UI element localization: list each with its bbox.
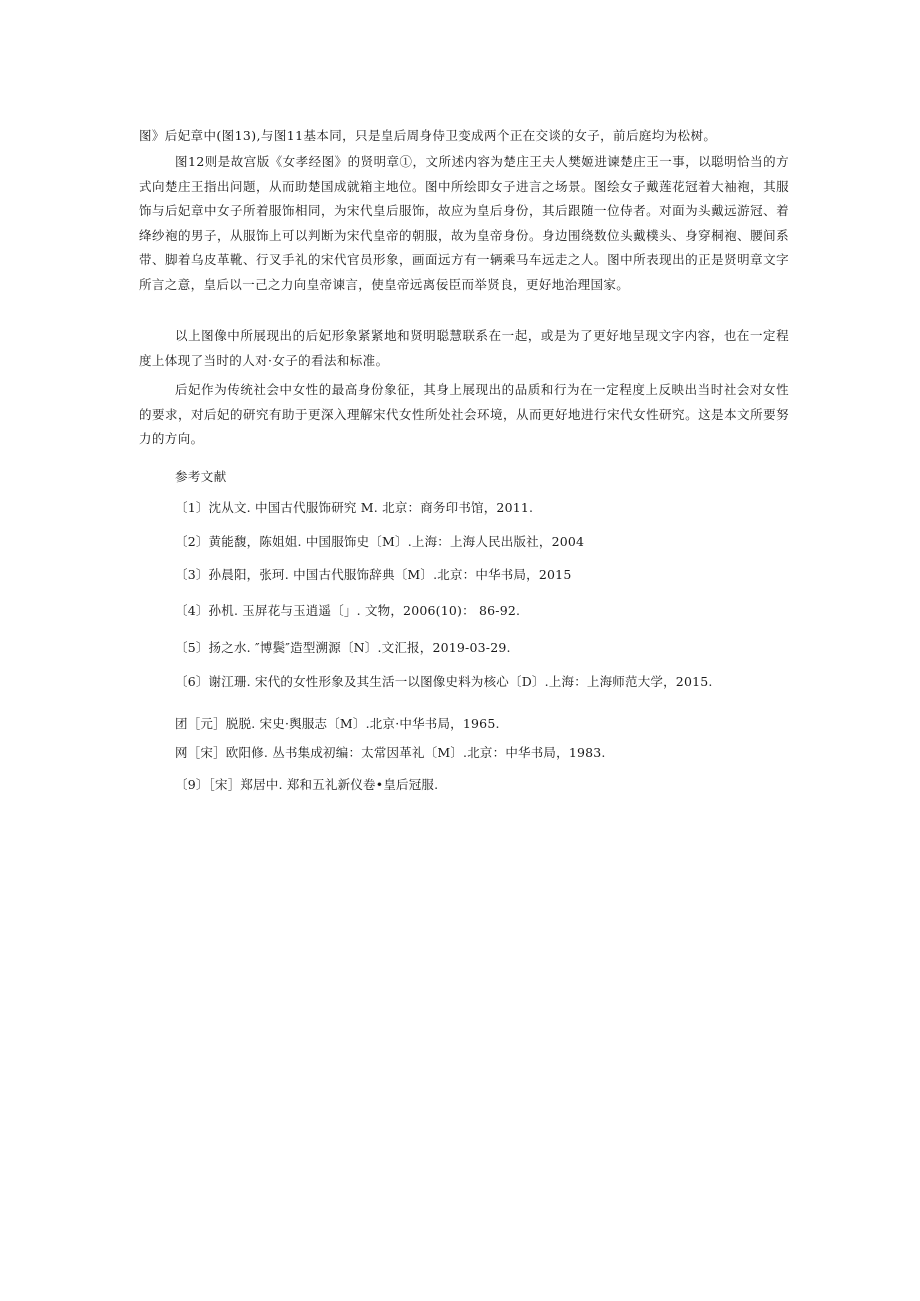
reference-item: 〔2〕黄能馥，陈姐姐. 中国服饰史〔M〕.上海：上海人民出版社，2004 <box>175 534 585 549</box>
body-paragraph: 后妃作为传统社会中女性的最高身份象征，其身上展现出的品质和行为在一定程度上反映出当时社会对女性的要求，对后妃的研究有助于更深入理解宋代女性所处社会环境，从而更好地进行宋代女性研究。这是本文所要努力的方向。 <box>139 382 789 446</box>
reference-item: 〔9〕［宋］郑居中. 郑和五礼新仪卷•皇后冠服. <box>175 777 439 792</box>
reference-item: 〔6〕谢江珊. 宋代的女性形象及其生活一以图像史料为核心〔D〕.上海：上海师范大学，2015. <box>175 674 713 689</box>
reference-item: 〔1〕沈从文. 中国古代服饰研究 M. 北京：商务印书馆，2011. <box>175 500 534 515</box>
reference-item: 〔3〕孙晨阳，张珂. 中国古代服饰辞典〔M〕.北京：中华书局，2015 <box>175 567 572 582</box>
reference-item: 团［元］脱脱. 宋史·舆服志〔M〕.北京·中华书局，1965. <box>175 716 500 731</box>
reference-item: 〔4〕孙机. 玉屏花与玉逍遥〔」. 文物，2006(10)： 86-92. <box>175 603 521 618</box>
body-paragraph: 图12则是故宫版《女孝经图》的贤明章①，文所述内容为楚庄王夫人樊姬进谏楚庄王一事，以聪明恰当的方式向楚庄王指出问题，从而助楚国成就箱主地位。图中所绘即女子进言之场景。图绘女子戴莲花冠着大袖袍，其服饰与后妃章中女子所着服饰相同，为宋代皇后服饰，故应为皇后身份，其后跟随一位侍者。对面为头戴远游冠、着绛纱袍的男子，从服饰上可以判断为宋代皇帝的朝服，故为皇帝身份。身边围绕数位头戴樸头、身穿桐袍、腰间系带、脚着乌皮革靴、行叉手礼的宋代官员形象，画面远方有一辆乘马车远走之人。图中所表现出的正是贤明章文字所言之意，皇后以一己之力向皇帝谏言，使皇帝远离佞臣而举贤良，更好地治理国家。 <box>139 154 789 292</box>
reference-item: 网［宋］欧阳修. 丛书集成初编：太常因革礼〔M〕.北京：中华书局，1983. <box>175 745 606 760</box>
references-heading: 参考文献 <box>175 469 227 484</box>
body-paragraph: 以上图像中所展现出的后妃形象紧紧地和贤明聪慧联系在一起，或是为了更好地呈现文字内容，也在一定程度上体现了当时的人对·女子的看法和标准。 <box>139 328 789 368</box>
reference-item: 〔5〕扬之水. ″博鬓″造型溯源〔N〕.文汇报，2019-03-29. <box>175 640 511 655</box>
body-paragraph: 图》后妃章中(图13),与图11基本同，只是皇后周身侍卫变成两个正在交谈的女子，前后庭均为松树。 <box>139 128 717 143</box>
